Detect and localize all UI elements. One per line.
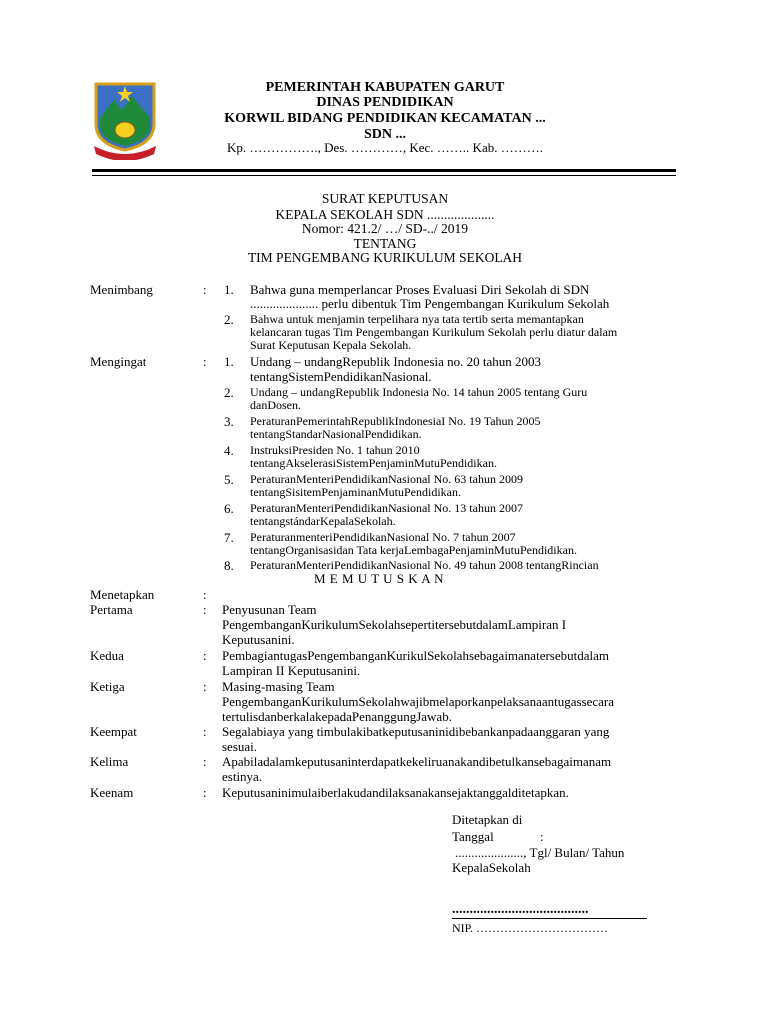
doc-subtitle: KEPALA SEKOLAH SDN ....................: [275, 207, 495, 222]
mengingat-colon: :: [203, 354, 207, 369]
signature-nip: NIP. ……………………………: [452, 921, 609, 935]
menimbang-num-1: 1.: [224, 282, 234, 297]
signature-position: KepalaSekolah: [452, 860, 531, 875]
menimbang-text: ..................... perlu dibentuk Tim Pengembangan Kurikulum Sekolah: [250, 296, 610, 311]
menimbang-colon: :: [203, 282, 207, 297]
mengingat-num: 1.: [224, 354, 234, 369]
decision-label: Ketiga: [90, 679, 125, 694]
doc-subject: TIM PENGEMBANG KURIKULUM SEKOLAH: [247, 250, 523, 265]
decision-text: Apabiladalamkeputusaninterdapatkekeliruanakandibetulkansebagaimanam: [222, 754, 612, 769]
header-school: SDN ...: [363, 127, 406, 142]
decision-text: tertulisdanberkalakepadaPenanggungJawab.: [222, 709, 452, 724]
doc-number: Nomor: 421.2/ …/ SD-../ 2019: [301, 221, 469, 236]
menimbang-text: Surat Keputusan Kepala Sekolah.: [250, 338, 412, 352]
mengingat-label: Mengingat: [90, 354, 147, 369]
menimbang-num-2: 2.: [224, 312, 234, 327]
header-department: DINAS PENDIDIKAN: [316, 95, 454, 110]
decision-text: estinya.: [222, 769, 263, 784]
mengingat-text: tentangSisitemPenjaminanMutuPendidikan.: [250, 485, 461, 499]
menimbang-label: Menimbang: [90, 282, 153, 297]
decision-text: PembagiantugasPengembanganKurikulSekolahsebagaimanatersebutdalam: [222, 648, 609, 663]
signature-underline: [452, 918, 647, 919]
decision-colon: :: [203, 754, 207, 769]
decision-colon: :: [203, 648, 207, 663]
decision-label: Kelima: [90, 754, 129, 769]
decision-label: Keempat: [90, 724, 137, 739]
decision-text: sesuai.: [222, 739, 258, 754]
menimbang-text: Bahwa untuk menjamin terpelihara nya tata tertib serta memantapkan: [250, 312, 584, 326]
mengingat-text: PeraturanmenteriPendidikanNasional No. 7 tahun 2007: [250, 530, 516, 544]
mengingat-text: PeraturanMenteriPendidikanNasional No. 13 tahun 2007: [250, 501, 523, 515]
decision-colon: :: [203, 724, 207, 739]
signature-place: Ditetapkan di: [452, 812, 523, 827]
mengingat-num: 6.: [224, 501, 234, 516]
decision-text: PengembanganKurikulumSekolahsepertitersebutdalamLampiran I: [222, 617, 567, 632]
decision-text: Segalabiaya yang timbulakibatkeputusaninidibebankanpadaanggaran yang: [222, 724, 610, 739]
mengingat-text: tentangstándarKepalaSekolah.: [250, 514, 396, 528]
mengingat-text: tentangOrganisasidan Tata kerjaLembagaPenjaminMutuPendidikan.: [250, 543, 577, 557]
header-divider-thin: [92, 175, 676, 176]
decision-text: Masing-masing Team: [222, 679, 335, 694]
decision-text: Keputusanini.: [222, 632, 295, 647]
mengingat-text: tentangSistemPendidikanNasional.: [250, 369, 432, 384]
decision-label: Keenam: [90, 785, 134, 800]
header-government: PEMERINTAH KABUPATEN GARUT: [265, 80, 505, 95]
garut-emblem-icon: [92, 78, 158, 160]
mengingat-text: danDosen.: [250, 398, 301, 412]
decision-text: Keputusaninimulaiberlakudandilaksanakansejaktanggalditetapkan.: [222, 785, 569, 800]
mengingat-num: 7.: [224, 530, 234, 545]
mengingat-num: 2.: [224, 385, 234, 400]
mengingat-text: InstruksiPresiden No. 1 tahun 2010: [250, 443, 420, 457]
decision-colon: :: [203, 785, 207, 800]
mengingat-text: tentangStandarNasionalPendidikan.: [250, 427, 422, 441]
mengingat-num: 5.: [224, 472, 234, 487]
mengingat-num: 4.: [224, 443, 234, 458]
mengingat-text: tentangAkselerasiSistemPenjaminMutuPendidikan.: [250, 456, 497, 470]
mengingat-text: PeraturanMenteriPendidikanNasional No. 63 tahun 2009: [250, 472, 523, 486]
mengingat-text: Undang – undangRepublik Indonesia No. 14 tahun 2005 tentang Guru: [250, 385, 588, 399]
signature-date-label: Tanggal: [452, 829, 494, 844]
decision-label: Pertama: [90, 602, 133, 617]
mengingat-text: PeraturanPemerintahRepublikIndonesiaI No. 19 Tahun 2005: [250, 414, 541, 428]
signature-date-line: ....................., Tgl/ Bulan/ Tahun: [455, 845, 625, 860]
mengingat-text: Undang – undangRepublik Indonesia no. 20 tahun 2003: [250, 354, 542, 369]
decision-text: Penyusunan Team: [222, 602, 317, 617]
decision-text: PengembanganKurikulumSekolahwajibmelaporkanpelaksanaantugassecara: [222, 694, 615, 709]
signature-date-colon: :: [540, 829, 544, 844]
memutuskan-heading: M E M U T U S K A N: [314, 571, 445, 586]
menimbang-text: Bahwa guna memperlancar Proses Evaluasi Diri Sekolah di SDN: [250, 282, 590, 297]
decision-colon: :: [203, 679, 207, 694]
header-address: Kp. ……………., Des. …………, Kec. …….. Kab. ……….: [227, 140, 543, 155]
header-korwil: KORWIL BIDANG PENDIDIKAN KECAMATAN ...: [224, 111, 546, 126]
decision-colon: :: [203, 602, 207, 617]
mengingat-text: PeraturanMenteriPendidikanNasional No. 49 tahun 2008 tentangRincian: [250, 558, 599, 572]
doc-title: SURAT KEPUTUSAN: [321, 191, 449, 206]
mengingat-num: 8.: [224, 558, 234, 573]
decision-colon: :: [203, 587, 207, 602]
menimbang-text: kelancaran tugas Tim Pengembangan Kurikulum Sekolah perlu diatur dalam: [250, 325, 618, 339]
doc-about: TENTANG: [353, 236, 417, 251]
header-divider-thick: [92, 169, 676, 172]
decision-label: Menetapkan: [90, 587, 155, 602]
decision-text: Lampiran II Keputusanini.: [222, 663, 361, 678]
mengingat-num: 3.: [224, 414, 234, 429]
signature-name-line: .......................................: [452, 902, 589, 917]
decision-label: Kedua: [90, 648, 124, 663]
